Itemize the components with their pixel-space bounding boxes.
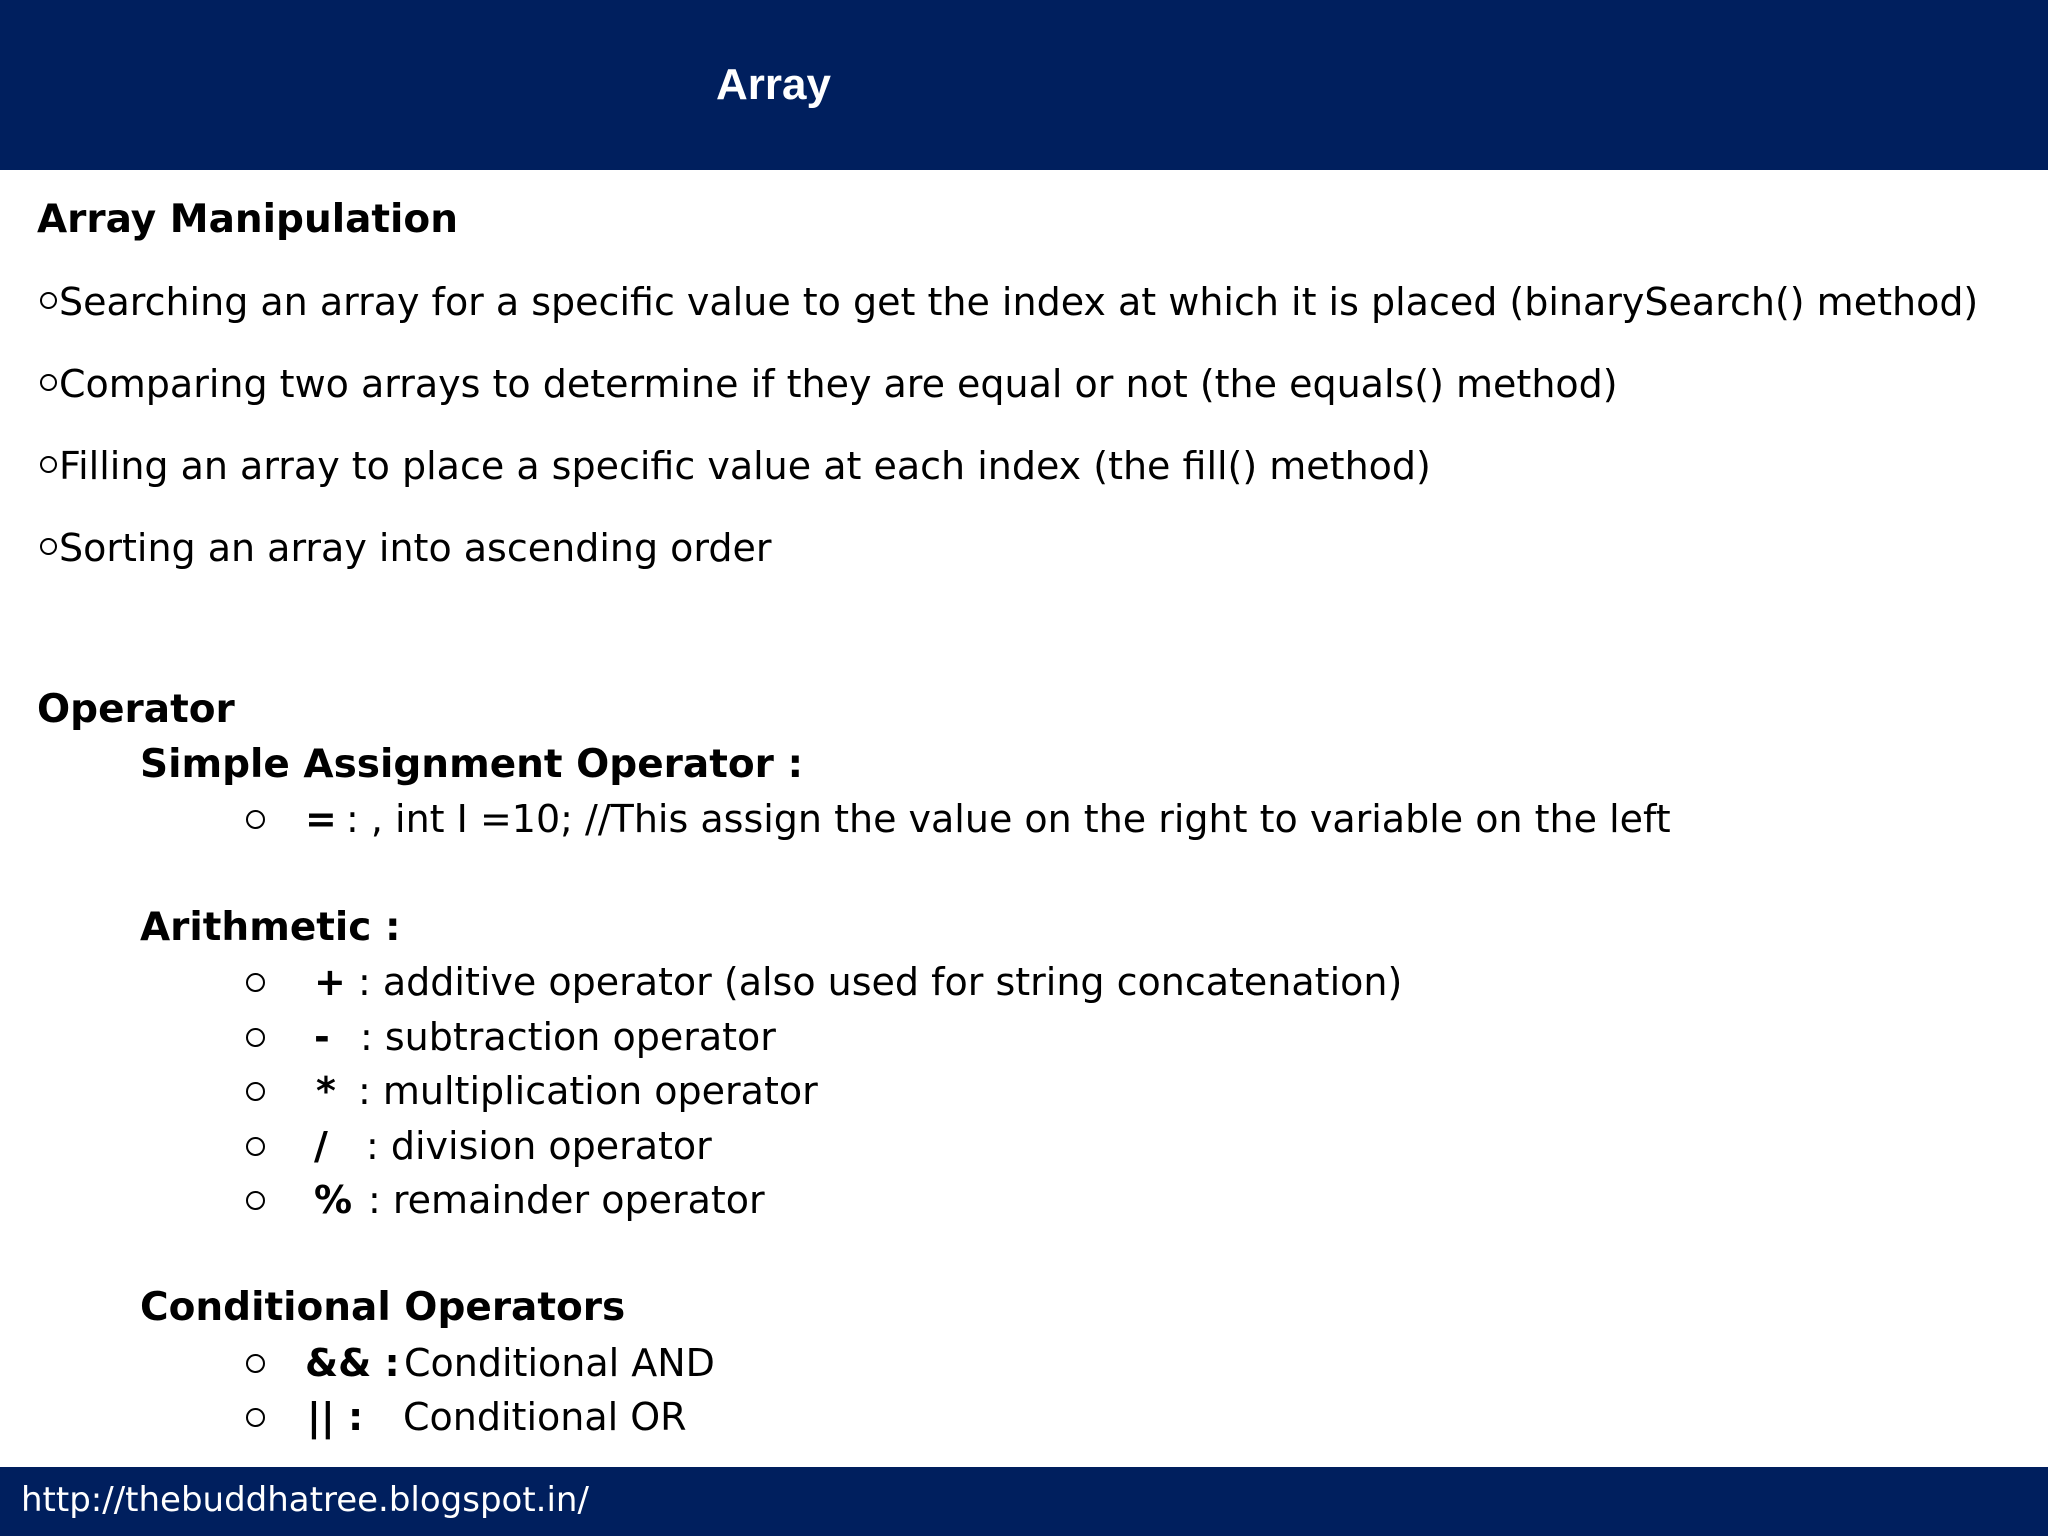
bullet-icon — [246, 1082, 265, 1101]
section-heading-operator: Operator — [37, 687, 235, 732]
subheading-conditional: Conditional Operators — [140, 1285, 626, 1330]
subheading-arithmetic: Arithmetic : — [140, 905, 401, 950]
bullet-icon — [246, 1028, 265, 1047]
bullet-icon — [246, 1354, 265, 1373]
bullet-icon — [246, 1191, 265, 1210]
footer-url: http://thebuddhatree.blogspot.in/ — [21, 1480, 589, 1520]
list-item-text: Comparing two arrays to determine if they are equal or not (the equals() method) — [59, 362, 1618, 406]
operator-symbol: + — [314, 960, 346, 1004]
list-item-text: Searching an array for a specific value to get the index at which it is placed (binarySearch() method) — [59, 280, 1979, 324]
section-heading-array-manipulation: Array Manipulation — [37, 197, 458, 242]
operator-description: Conditional AND — [404, 1341, 715, 1385]
operator-description: Conditional OR — [403, 1395, 687, 1439]
bullet-icon — [40, 538, 57, 555]
list-item — [40, 361, 1618, 407]
bullet-icon — [246, 973, 265, 992]
title-banner — [0, 0, 2048, 170]
bullet-icon — [246, 810, 265, 829]
operator-description: : , int I =10; //This assign the value on the right to variable on the left — [346, 797, 1671, 841]
operator-symbol: = — [305, 797, 337, 841]
bullet-icon — [246, 1408, 265, 1427]
bullet-icon — [40, 292, 57, 309]
operator-description: : additive operator (also used for string concatenation) — [358, 960, 1403, 1004]
bullet-icon — [40, 456, 57, 473]
operator-symbol: % — [314, 1178, 353, 1222]
footer-banner — [0, 1467, 2048, 1536]
operator-description: : division operator — [366, 1124, 712, 1168]
list-item-text: Sorting an array into ascending order — [59, 526, 772, 570]
operator-description: : subtraction operator — [360, 1015, 776, 1059]
bullet-icon — [40, 374, 57, 391]
operator-description: : remainder operator — [368, 1178, 765, 1222]
subheading-simple-assignment: Simple Assignment Operator : — [140, 742, 804, 787]
list-item — [40, 525, 772, 571]
slide-title: Array — [716, 60, 831, 109]
operator-symbol: * — [316, 1069, 336, 1113]
list-item — [40, 279, 1978, 325]
bullet-icon — [246, 1137, 265, 1156]
operator-symbol: || : — [307, 1395, 364, 1439]
list-item — [40, 443, 1431, 489]
operator-symbol: / — [314, 1124, 328, 1168]
operator-description: : multiplication operator — [358, 1069, 818, 1113]
list-item-text: Filling an array to place a specific value at each index (the fill() method) — [59, 444, 1431, 488]
operator-symbol: - — [314, 1015, 330, 1059]
operator-symbol: && : — [305, 1341, 400, 1385]
